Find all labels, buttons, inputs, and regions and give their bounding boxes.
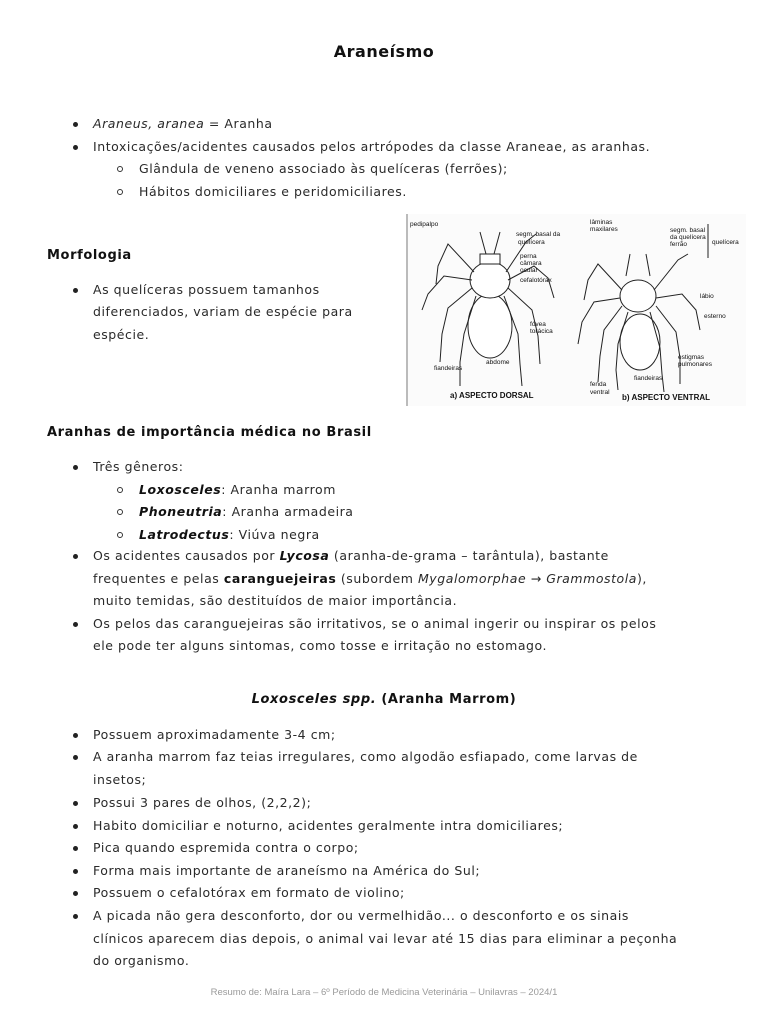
svg-text:maxilares: maxilares — [590, 226, 618, 233]
bullet-dot — [73, 846, 78, 851]
loxosceles-heading — [0, 692, 768, 707]
pelos-line-2: ele pode ter alguns sintomas, como tosse e irritação no estomago. — [93, 638, 548, 653]
text-run: frequentes e pelas — [93, 571, 224, 586]
text-run: (aranha-de-grama – tarântula), bastante — [329, 548, 609, 563]
bullet-dot — [73, 891, 78, 896]
text-run: Os acidentes causados por — [93, 548, 280, 563]
lycosa-line-1 — [93, 545, 609, 568]
svg-text:estigmas: estigmas — [678, 354, 705, 361]
bullet-dot — [73, 145, 78, 150]
sub-bullet-circle — [117, 509, 123, 515]
bullet-dot — [73, 622, 78, 627]
bullet-dot — [73, 733, 78, 738]
intro-bullet-1 — [93, 113, 273, 136]
svg-text:fóvea: fóvea — [530, 321, 546, 328]
morfologia-heading: Morfologia — [47, 248, 132, 263]
genus-common: : Viúva negra — [229, 527, 320, 542]
intro-bullet-2: Intoxicações/acidentes causados pelos artrópodes da classe Araneae, as aranhas. — [93, 139, 651, 154]
mygalomorphae-term: Mygalomorphae → Grammostola — [417, 571, 637, 586]
text-run: (subordem — [336, 571, 418, 586]
araneus-term: Araneus, aranea — [93, 116, 205, 131]
importancia-heading: Aranhas de importância médica no Brasil — [47, 425, 372, 440]
morfologia-line-2: diferenciados, variam de espécie para — [93, 304, 353, 319]
bullet-dot — [73, 755, 78, 760]
svg-text:ventral: ventral — [590, 389, 610, 396]
svg-text:lâminas: lâminas — [590, 219, 613, 226]
sub-bullet-circle — [117, 487, 123, 493]
lox-item-5: Pica quando espremida contra o corpo; — [93, 840, 359, 855]
svg-text:abdome: abdome — [486, 359, 510, 366]
caption-dorsal: a) ASPECTO DORSAL — [450, 391, 534, 400]
svg-text:pulmonares: pulmonares — [678, 361, 712, 368]
svg-text:esterno: esterno — [704, 313, 726, 320]
intro-sub-1: Glândula de veneno associado às quelíceras (ferrões); — [139, 161, 508, 176]
svg-text:ocular: ocular — [520, 267, 538, 274]
genus-common: : Aranha armadeira — [222, 504, 354, 519]
lox-item-1: Possuem aproximadamente 3-4 cm; — [93, 727, 336, 742]
svg-text:pedipalpo: pedipalpo — [410, 221, 439, 228]
svg-text:fiandeiras: fiandeiras — [634, 375, 663, 382]
pelos-line-1: Os pelos das caranguejeiras são irritativos, se o animal ingerir ou inspirar os pelos — [93, 616, 657, 631]
lox-item-8-cont-1: clínicos aparecem dias depois, o animal vai levar até 15 dias para eliminar a peçonha — [93, 931, 678, 946]
caranguejeiras-term: caranguejeiras — [223, 571, 337, 586]
lox-item-2-cont: insetos; — [93, 772, 147, 787]
sub-bullet-circle — [117, 532, 123, 538]
svg-text:ferrão: ferrão — [670, 241, 687, 248]
svg-text:lábio: lábio — [700, 293, 714, 300]
bullet-dot — [73, 824, 78, 829]
lox-item-8: A picada não gera desconforto, dor ou vermelhidão... o desconforto e os sinais — [93, 908, 629, 923]
svg-text:fiandeiras: fiandeiras — [434, 365, 463, 372]
lox-item-8-cont-2: do organismo. — [93, 953, 190, 968]
bullet-dot — [73, 122, 78, 127]
page-title: Araneísmo — [333, 42, 435, 61]
morfologia-line-3: espécie. — [93, 327, 150, 342]
genus-name: Latrodectus — [139, 527, 230, 542]
bullet-dot — [73, 869, 78, 874]
lox-item-6: Forma mais importante de araneísmo na América do Sul; — [93, 863, 481, 878]
sub-bullet-circle — [117, 166, 123, 172]
lox-item-4: Habito domiciliar e noturno, acidentes geralmente intra domiciliares; — [93, 818, 564, 833]
lycosa-term: Lycosa — [279, 548, 330, 563]
intro-sub-2: Hábitos domiciliares e peridomiciliares. — [139, 184, 407, 199]
svg-text:câmara: câmara — [520, 260, 542, 267]
svg-text:quelícera: quelícera — [712, 239, 739, 246]
morfologia-line-1: As quelíceras possuem tamanhos — [93, 282, 320, 297]
lox-item-2: A aranha marrom faz teias irregulares, como algodão esfiapado, come larvas de — [93, 749, 638, 764]
svg-text:perna: perna — [520, 253, 537, 260]
svg-text:cefalotórax: cefalotórax — [520, 277, 552, 284]
loxosceles-heading-rest: (Aranha Marrom) — [376, 692, 517, 707]
genus-name: Loxosceles — [139, 482, 222, 497]
lycosa-line-3: muito temidas, são destituídos de maior importância. — [93, 593, 458, 608]
spider-morphology-figure — [406, 214, 746, 406]
genus-name: Phoneutria — [139, 504, 223, 519]
svg-text:quelícera: quelícera — [518, 239, 545, 246]
svg-text:segm. basal da: segm. basal da — [516, 231, 561, 238]
bullet-dot — [73, 801, 78, 806]
genus-phoneutria — [139, 501, 354, 524]
intro-bullet-1-rest: = Aranha — [204, 116, 273, 131]
bullet-dot — [73, 288, 78, 293]
bullet-dot — [73, 914, 78, 919]
text-run: ), — [637, 571, 647, 586]
svg-text:da quelícera: da quelícera — [670, 234, 706, 241]
page-footer: Resumo de: Maíra Lara – 6º Período de Medicina Veterinária – Unilavras – 2024/1 — [210, 987, 558, 998]
svg-text:segm. basal: segm. basal — [670, 227, 706, 234]
genus-loxosceles — [139, 479, 336, 502]
bullet-dot — [73, 554, 78, 559]
spider-diagram — [408, 214, 746, 406]
bullet-dot — [73, 465, 78, 470]
lox-item-3: Possui 3 pares de olhos, (2,2,2); — [93, 795, 312, 810]
lycosa-line-2 — [93, 568, 647, 591]
loxosceles-heading-italic: Loxosceles spp. — [251, 692, 377, 707]
svg-text:fenda: fenda — [590, 381, 607, 388]
sub-bullet-circle — [117, 189, 123, 195]
lox-item-7: Possuem o cefalotórax em formato de violino; — [93, 885, 405, 900]
tres-generos: Três gêneros: — [93, 459, 184, 474]
caption-ventral: b) ASPECTO VENTRAL — [622, 393, 711, 402]
genus-latrodectus — [139, 524, 320, 547]
genus-common: : Aranha marrom — [221, 482, 336, 497]
svg-text:torácica: torácica — [530, 328, 553, 335]
